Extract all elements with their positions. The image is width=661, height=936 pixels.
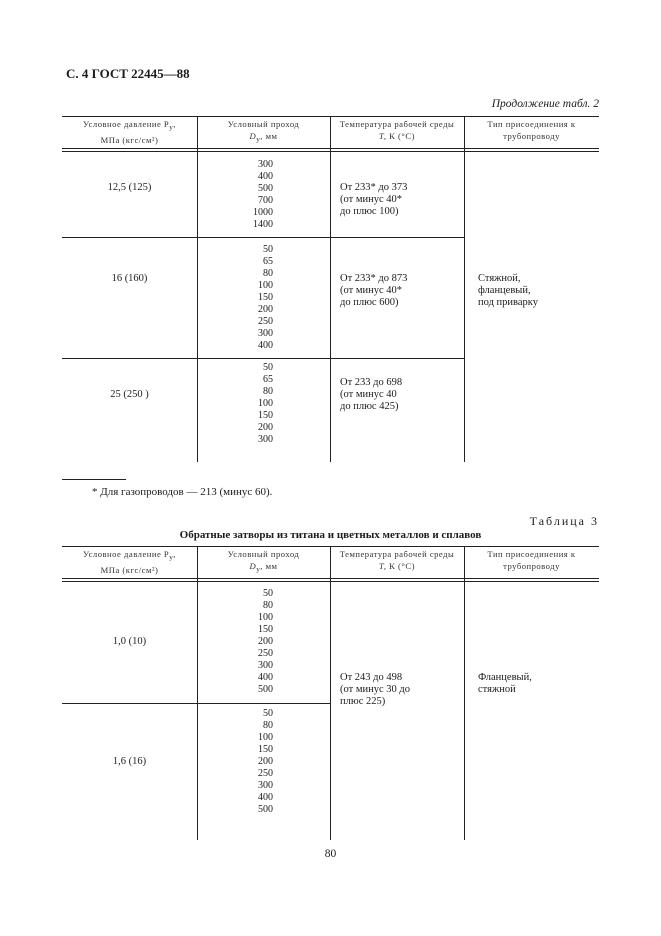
col-header-diameter: Условный проход $D_у$, мм [227,119,300,144]
col-header-connection: Тип присоединения к трубопроводу [487,549,576,571]
col-header-pressure: Условное давление $Р_у$, МПа (кгс/см²) [83,549,176,575]
col-header-temperature: Температура рабочей среды Т, К (°С) [339,549,455,571]
temperature-cell: От 243 до 498 (от минус 30 до плюс 225) [340,672,410,707]
connection-cell: Стяжной, фланцевый, под приварку [478,273,538,308]
table-3 [62,546,599,840]
diameter-list: 50 80 100 150 200 250 300 400 500 [258,588,273,695]
diameter-list: 300 400 500 700 1000 1400 [253,159,273,230]
col-header-diameter: Условный проход $D_у$, мм [227,549,300,574]
temperature-cell: От 233* до 873 (от минус 40* до плюс 600) [340,273,408,308]
diameter-list: 50 80 100 150 200 250 300 400 500 [258,708,273,815]
col-header-pressure: Условное давление $Р_у$, МПа (кгс/см²) [83,119,176,145]
temperature-cell: От 233 до 698 (от минус 40 до плюс 425) [340,377,403,412]
page-number: 80 [324,848,337,860]
table3-number: Таблица 3 [529,514,599,528]
connection-cell: Фланцевый, стяжной [478,672,532,695]
col-header-connection: Тип присоединения к трубопроводу [487,119,576,141]
footnote: * Для газопроводов — 213 (минус 60). [92,486,273,498]
pressure-cell: 1,6 (16) [112,756,147,767]
pressure-cell: 25 (250 ) [110,389,149,400]
footnote-separator [62,479,126,480]
pressure-cell: 16 (160) [111,273,148,284]
temperature-cell: От 233* до 373 (от минус 40* до плюс 100) [340,182,408,217]
diameter-list: 50 65 80 100 150 200 300 [258,362,273,445]
pressure-cell: 1,0 (10) [112,636,147,647]
table2-continuation-label: Продолженuе табл. 2 [491,98,599,110]
col-header-temperature: Температура рабочей среды Т, К (°С) [339,119,455,141]
pressure-cell: 12,5 (125) [107,182,152,193]
table-2 [62,116,599,462]
diameter-list: 50 65 80 100 150 200 250 300 400 [258,244,273,351]
table3-title: Обратные затворы из титана и цветных металлов и сплавов [179,529,482,541]
page-header: С. 4 ГОСТ 22445—88 [66,66,190,81]
